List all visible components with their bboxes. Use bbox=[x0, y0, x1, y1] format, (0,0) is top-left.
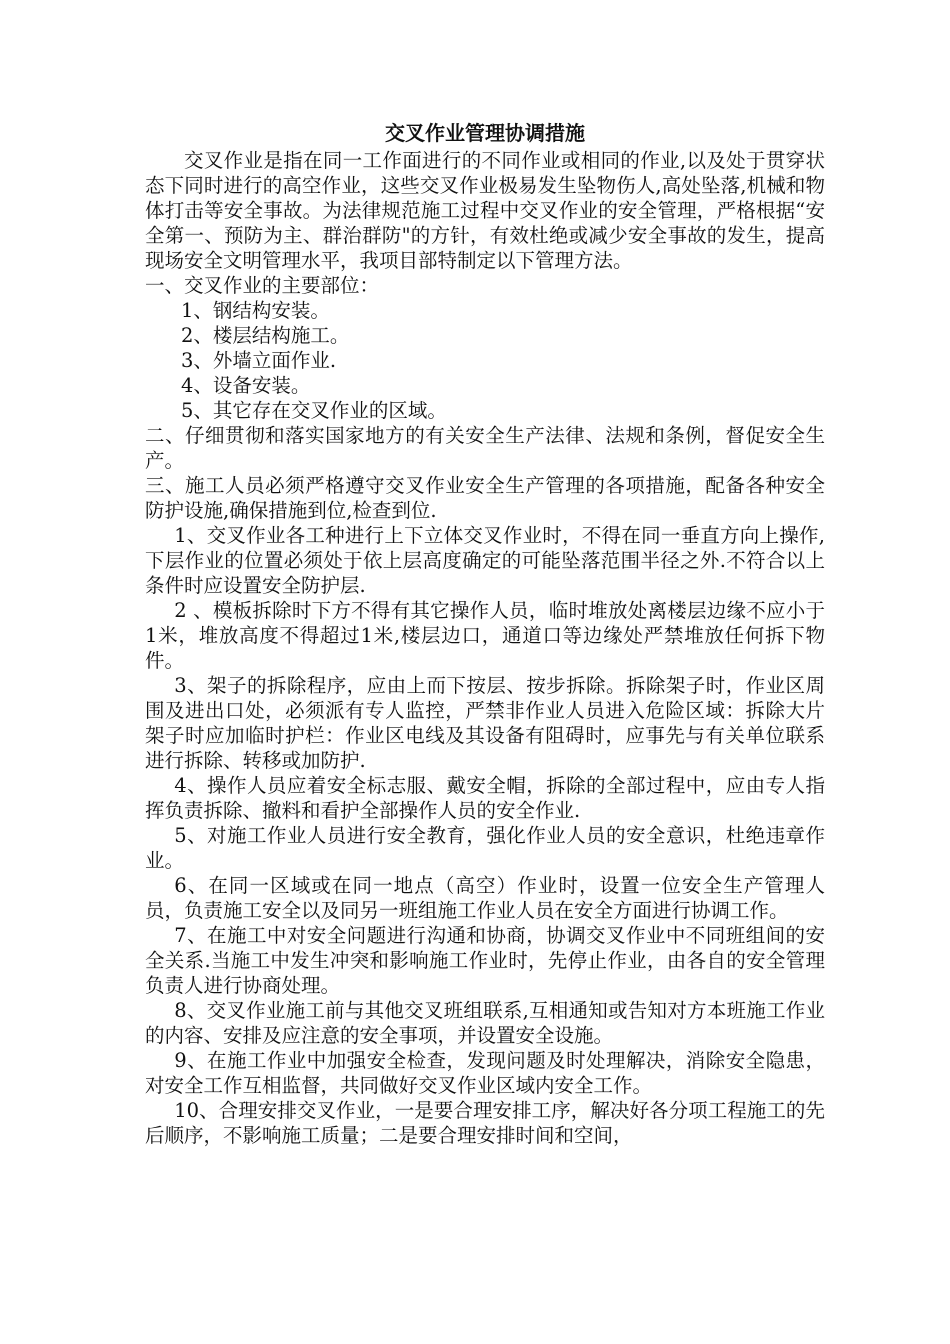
measure-item: 6、在同一区域或在同一地点（高空）作业时，设置一位安全生产管理人员，负责施工安全以及同另一班组施工作业人员在安全方面进行协调工作。 bbox=[145, 874, 825, 922]
measure-item: 9、在施工作业中加强安全检查，发现问题及时处理解决，消除安全隐患，对安全工作互相监督，共同做好交叉作业区域内安全工作。 bbox=[145, 1049, 825, 1097]
measure-item: 10、合理安排交叉作业，一是要合理安排工序，解决好各分项工程施工的先后顺序，不影响施工质量；二是要合理安排时间和空间， bbox=[145, 1099, 825, 1147]
measure-item: 2 、模板拆除时下方不得有其它操作人员，临时堆放处离楼层边缘不应小于1米，堆放高度不得超过1米,楼层边口，通道口等边缘处严禁堆放任何拆下物件。 bbox=[145, 599, 825, 672]
intro-paragraph: 交叉作业是指在同一工作面进行的不同作业或相同的作业,以及处于贯穿状态下同时进行的高空作业，这些交叉作业极易发生坠物伤人,高处坠落,机械和物体打击等安全事故。为法律规范施工过程中交叉作业的安全管理，严格根据“安全第一、预防为主、群治群防"的方针，有效杜绝或减少安全事故的发生，提高现场安全文明管理水平，我项目部特制定以下管理方法。 bbox=[145, 149, 825, 272]
section-1-heading: 一、交叉作业的主要部位： bbox=[145, 274, 380, 297]
list-item: 3、外墙立面作业. bbox=[181, 349, 337, 372]
section-3-heading: 三、施工人员必须严格遵守交叉作业安全生产管理的各项措施，配备各种安全防护设施,确保措施到位,检查到位. bbox=[145, 474, 825, 522]
list-item: 5、其它存在交叉作业的区域。 bbox=[181, 399, 447, 422]
measure-item: 5、对施工作业人员进行安全教育，强化作业人员的安全意识，杜绝违章作业。 bbox=[145, 824, 825, 872]
list-item: 2、楼层结构施工。 bbox=[181, 324, 350, 347]
measure-item: 8、交叉作业施工前与其他交叉班组联系,互相通知或告知对方本班施工作业的内容、安排及应注意的安全事项，并设置安全设施。 bbox=[145, 999, 825, 1047]
measure-item: 3、架子的拆除程序，应由上而下按层、按步拆除。拆除架子时，作业区周围及进出口处，必须派有专人监控，严禁非作业人员进入危险区域：拆除大片架子时应加临时护栏：作业区电线及其设备有阻碍时，应事先与有关单位联系进行拆除、转移或加防护. bbox=[145, 674, 825, 772]
document-page bbox=[145, 118, 825, 1148]
measure-item: 4、操作人员应着安全标志服、戴安全帽，拆除的全部过程中，应由专人指挥负责拆除、撤料和看护全部操作人员的安全作业. bbox=[145, 774, 825, 822]
section-2-heading: 二、仔细贯彻和落实国家地方的有关安全生产法律、法规和条例，督促安全生产。 bbox=[145, 424, 825, 472]
list-item: 1、钢结构安装。 bbox=[181, 299, 330, 322]
list-item: 4、设备安装。 bbox=[181, 374, 311, 397]
measure-item: 7、在施工中对安全问题进行沟通和协商，协调交叉作业中不同班组间的安全关系.当施工中发生冲突和影响施工作业时，先停止作业，由各自的安全管理负责人进行协商处理。 bbox=[145, 924, 825, 997]
document-title: 交叉作业管理协调措施 bbox=[385, 121, 585, 145]
measure-item: 1、交叉作业各工种进行上下立体交叉作业时，不得在同一垂直方向上操作,下层作业的位置必须处于依上层高度确定的可能坠落范围半径之外.不符合以上条件时应设置安全防护层. bbox=[145, 524, 825, 597]
